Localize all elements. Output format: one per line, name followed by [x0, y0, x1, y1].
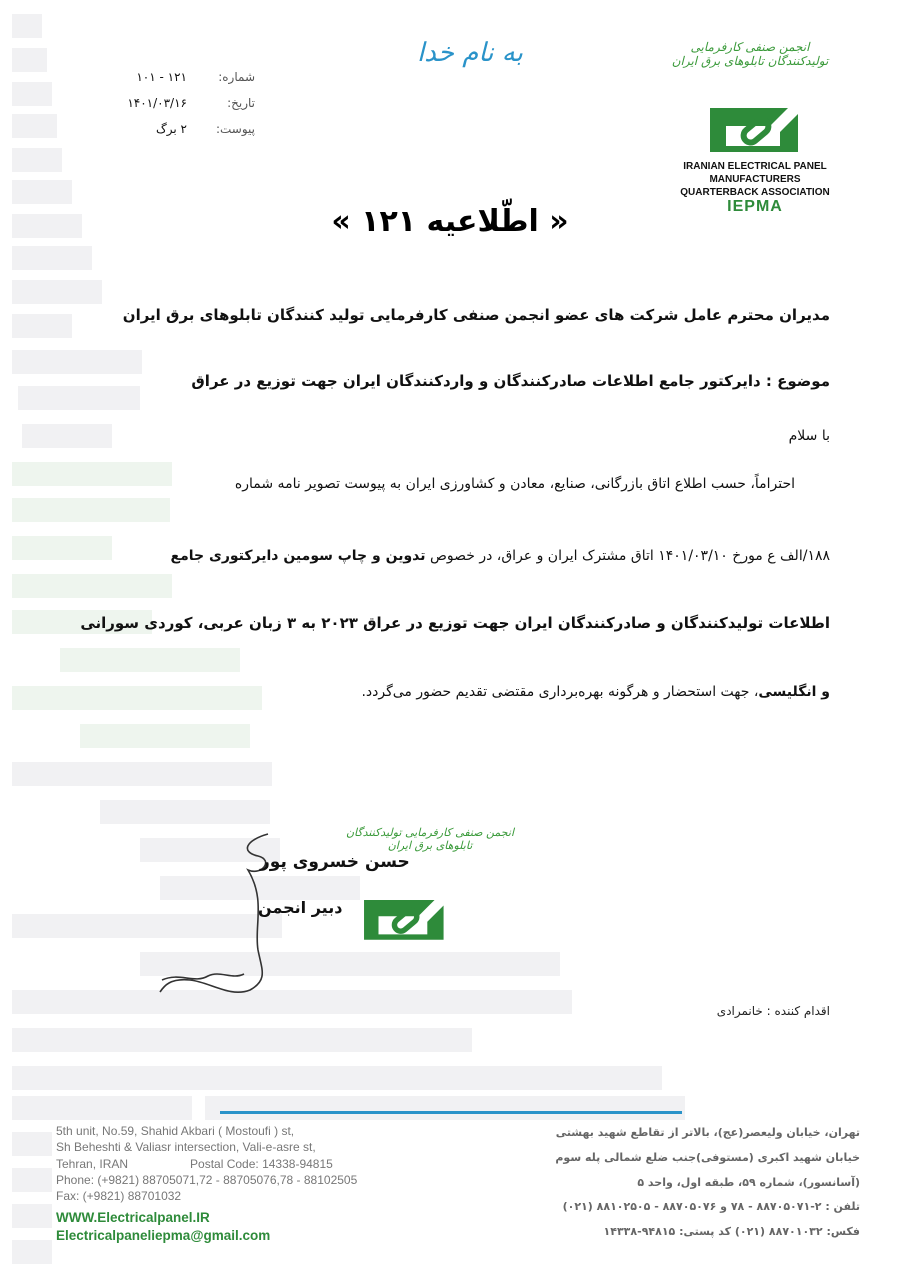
attachment-label: پیوست: [215, 122, 255, 136]
footer-fax-en: Fax: (+9821) 88701032 [56, 1189, 182, 1203]
logo-arc-text: انجمن صنفی کارفرمایی تولیدکنندگان تابلوهای برق ایران [671, 40, 829, 68]
attachment-value: ۲ برگ [156, 122, 187, 136]
footer-phone-fa: تلفن : ۲-۸۸۷۰۵۰۷۱ - ۷۸ و ۸۸۷۰۵۰۷۶ - ۸۸۱۰۲۵۰۵ (۰۲۱) [562, 1200, 860, 1213]
stamp-arc-text: انجمن صنفی کارفرمایی تولیدکنندگان تابلوهای برق ایران [345, 826, 515, 852]
body-line-4: و انگلیسی، جهت استحضار و هرگونه بهره‌برداری مقتضی تقدیم حضور می‌گردد. [361, 684, 830, 700]
number-label: شماره: [218, 70, 255, 84]
basmala: به نام خدا [417, 38, 523, 68]
footer-fax-fa: فکس: ۸۸۷۰۱۰۳۲ (۰۲۱) کد پستی: ۹۴۸۱۵-۱۴۳۳۸ [603, 1225, 860, 1238]
footer-divider [220, 1111, 682, 1114]
logo-abbreviation: IEPMA [727, 198, 783, 215]
footer-address-fa-2: خیابان شهید اکبری (مستوفی)جنب ضلع شمالی پله سوم [555, 1151, 860, 1164]
greeting: با سلام [788, 428, 830, 444]
footer-website-link[interactable]: WWW.Electricalpanel.IR [56, 1210, 210, 1225]
signer-name: حسن خسروی پور [260, 852, 410, 872]
footer-email-link[interactable]: Electricalpaneliepma@gmail.com [56, 1228, 271, 1243]
date-label: تاریخ: [227, 96, 255, 110]
addressee-line: مدیران محترم عامل شرکت های عضو انجمن صنفی کارفرمایی تولید کنندگان تابلوهای برق ایران [122, 306, 830, 324]
number-value: ۱۲۱ - ۱۰۱ [136, 70, 187, 84]
attachment-row [55, 122, 255, 136]
body-line-2: ۱۸۸/الف ع مورخ ۱۴۰۱/۰۳/۱۰ اتاق مشترک ایران و عراق، در خصوص تدوین و چاپ سومین دایرکتوری جامع [170, 548, 830, 564]
date-value: ۱۴۰۱/۰۳/۱۶ [127, 96, 187, 110]
subject-line: موضوع : دایرکتور جامع اطلاعات صادرکنندگان و واردکنندگان ایران جهت توزیع در عراق [191, 372, 830, 390]
stamp-logo-icon [355, 892, 449, 946]
footer-address-en-3: Tehran, IRAN Postal Code: 14338-94815 [56, 1157, 333, 1171]
body-line-3: اطلاعات تولیدکنندگان و صادرکنندگان ایران جهت توزیع در عراق ۲۰۲۳ به ۳ زبان عربی، کوردی سورانی [80, 614, 830, 632]
footer-address-fa-3: (آسانسور)، شماره ۵۹، طبقه اول، واحد ۵ [637, 1176, 860, 1189]
footer-address-en-2: Sh Beheshti & Valiasr intersection, Vali-e-asre st, [56, 1140, 316, 1154]
logo-english-name: IRANIAN ELECTRICAL PANEL MANUFACTURERS QUARTERBACK ASSOCIATION [680, 161, 830, 198]
body-line-1: احتراماً، حسب اطلاع اتاق بازرگانی، صنایع، معادن و کشاورزی ایران به پیوست تصویر نامه شماره [234, 476, 795, 492]
footer-address-en-1: 5th unit, No.59, Shahid Akbari ( Mostoufi ) st, [56, 1124, 295, 1138]
action-by: اقدام کننده : خانمرادی [716, 1004, 830, 1018]
footer-address-fa-1: تهران، خیابان ولیعصر(عج)، بالاتر از تقاطع شهید بهشتی [555, 1126, 860, 1139]
date-row [55, 96, 255, 110]
signer-title: دبیر انجمن [258, 898, 343, 917]
announcement-title: « اطّلاعیه ۱۲۱ » [331, 204, 569, 239]
number-row [55, 70, 255, 84]
footer-phone-en: Phone: (+9821) 88705071,72 - 88705076,78 - 88102505 [56, 1173, 358, 1187]
plug-logo-icon [700, 102, 804, 156]
